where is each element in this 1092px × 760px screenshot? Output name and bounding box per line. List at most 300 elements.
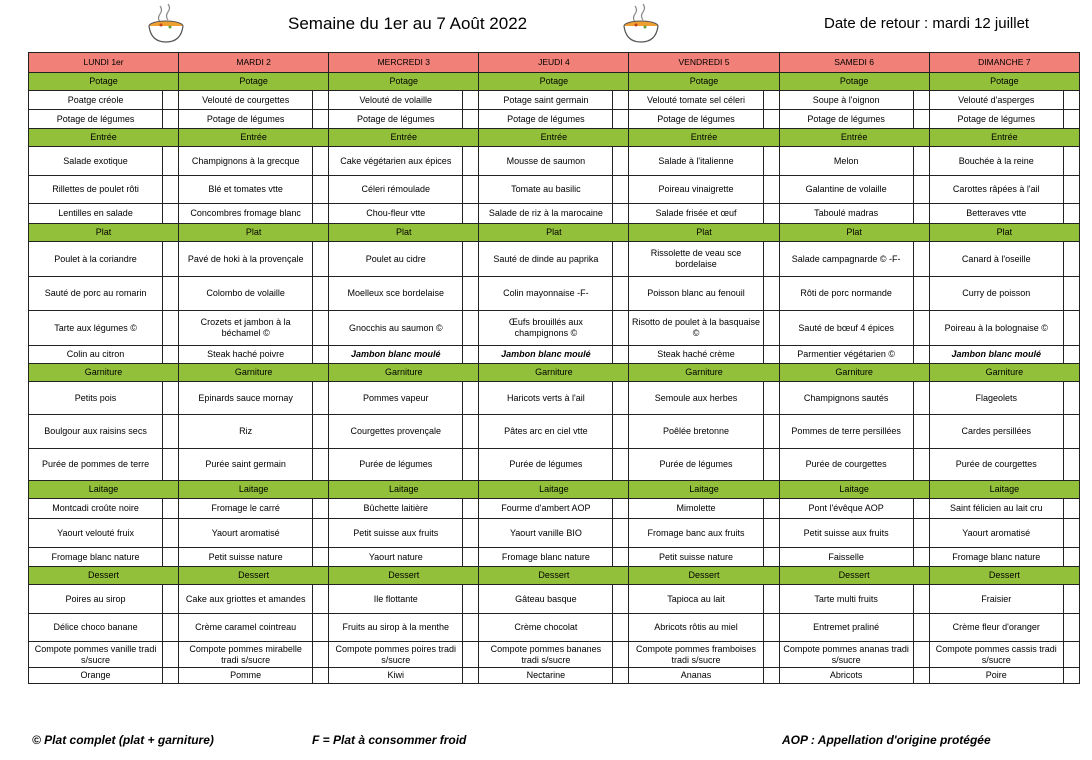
- menu-item-side-cell: [913, 548, 929, 567]
- menu-item-side-cell: [463, 668, 479, 684]
- section-label: Dessert: [29, 567, 179, 585]
- section-label: Plat: [629, 224, 779, 242]
- menu-item: Faisselle: [779, 548, 913, 567]
- menu-item: Compote pommes bananes tradi s/sucre: [479, 642, 613, 668]
- menu-item: Fromage blanc nature: [479, 548, 613, 567]
- day-header: JEUDI 4: [479, 53, 629, 73]
- menu-item-side-cell: [463, 382, 479, 415]
- menu-item-side-cell: [763, 147, 779, 176]
- menu-item-side-cell: [613, 668, 629, 684]
- menu-item: Poires au sirop: [29, 585, 163, 614]
- menu-item: Lentilles en salade: [29, 204, 163, 224]
- section-label: Garniture: [929, 364, 1079, 382]
- section-label: Dessert: [779, 567, 929, 585]
- menu-item-side-cell: [463, 311, 479, 346]
- menu-item-side-cell: [763, 382, 779, 415]
- menu-item: Potage de légumes: [629, 110, 763, 129]
- day-header: SAMEDI 6: [779, 53, 929, 73]
- menu-item: Sauté de porc au romarin: [29, 277, 163, 311]
- section-header-row: [29, 129, 1080, 147]
- section-label: Potage: [179, 73, 329, 91]
- menu-item-side-cell: [913, 519, 929, 548]
- day-header: MERCREDI 3: [329, 53, 479, 73]
- menu-item: Compote pommes poires tradi s/sucre: [329, 642, 463, 668]
- menu-item: Poire: [929, 668, 1063, 684]
- menu-item-side-cell: [613, 449, 629, 481]
- menu-item: Carottes râpées à l'ail: [929, 176, 1063, 204]
- menu-item-side-cell: [1063, 519, 1079, 548]
- menu-item-side-cell: [163, 642, 179, 668]
- legend-cold: F = Plat à consommer froid: [312, 733, 467, 747]
- menu-item-side-cell: [1063, 642, 1079, 668]
- menu-item: Purée de courgettes: [779, 449, 913, 481]
- menu-item: Purée de légumes: [629, 449, 763, 481]
- menu-item: Pont l'évêque AOP: [779, 499, 913, 519]
- menu-item: Fruits au sirop à la menthe: [329, 614, 463, 642]
- menu-item-side-cell: [613, 277, 629, 311]
- menu-item-side-cell: [763, 346, 779, 364]
- menu-item: Canard à l'oseille: [929, 242, 1063, 277]
- section-label: Entrée: [329, 129, 479, 147]
- section-label: Potage: [479, 73, 629, 91]
- menu-item-side-cell: [1063, 668, 1079, 684]
- menu-item: Pâtes arc en ciel vtte: [479, 415, 613, 449]
- menu-item-side-cell: [763, 110, 779, 129]
- menu-item-side-cell: [1063, 147, 1079, 176]
- menu-item-side-cell: [763, 642, 779, 668]
- menu-item-side-cell: [763, 176, 779, 204]
- menu-item-side-cell: [163, 242, 179, 277]
- menu-row: [29, 614, 1080, 642]
- menu-item-side-cell: [313, 242, 329, 277]
- section-label: Garniture: [629, 364, 779, 382]
- menu-item: Yaourt aromatisé: [179, 519, 313, 548]
- menu-item: Kiwi: [329, 668, 463, 684]
- menu-item-side-cell: [913, 449, 929, 481]
- menu-item: Champignons sautés: [779, 382, 913, 415]
- menu-item: Poêlée bretonne: [629, 415, 763, 449]
- menu-row: [29, 311, 1080, 346]
- menu-item-side-cell: [313, 642, 329, 668]
- menu-item-side-cell: [1063, 277, 1079, 311]
- menu-item-side-cell: [463, 585, 479, 614]
- menu-row: [29, 204, 1080, 224]
- menu-item-side-cell: [613, 642, 629, 668]
- menu-item-side-cell: [1063, 449, 1079, 481]
- menu-item-side-cell: [163, 346, 179, 364]
- menu-item: Bûchette laitière: [329, 499, 463, 519]
- menu-item: Compote pommes cassis tradi s/sucre: [929, 642, 1063, 668]
- menu-item: Poatge créole: [29, 91, 163, 110]
- menu-item-side-cell: [913, 614, 929, 642]
- menu-item-side-cell: [763, 548, 779, 567]
- menu-item-side-cell: [463, 449, 479, 481]
- menu-item-side-cell: [313, 415, 329, 449]
- section-label: Garniture: [479, 364, 629, 382]
- menu-item: Céleri rémoulade: [329, 176, 463, 204]
- menu-item: Poireau vinaigrette: [629, 176, 763, 204]
- menu-item-side-cell: [463, 242, 479, 277]
- section-label: Dessert: [479, 567, 629, 585]
- menu-row: [29, 499, 1080, 519]
- menu-item-side-cell: [163, 415, 179, 449]
- section-label: Laitage: [929, 481, 1079, 499]
- soup-bowl-icon: [146, 2, 186, 44]
- menu-item: Purée saint germain: [179, 449, 313, 481]
- menu-item-side-cell: [163, 668, 179, 684]
- menu-item: Cake aux griottes et amandes: [179, 585, 313, 614]
- menu-item: Petit suisse nature: [179, 548, 313, 567]
- menu-item: Potage de légumes: [479, 110, 613, 129]
- menu-item: Mimolette: [629, 499, 763, 519]
- menu-item-side-cell: [463, 614, 479, 642]
- menu-item-side-cell: [613, 415, 629, 449]
- menu-item-side-cell: [313, 519, 329, 548]
- menu-item-side-cell: [163, 176, 179, 204]
- menu-item-side-cell: [463, 642, 479, 668]
- section-label: Potage: [29, 73, 179, 91]
- menu-item-side-cell: [313, 449, 329, 481]
- menu-item-side-cell: [913, 311, 929, 346]
- menu-item-side-cell: [913, 499, 929, 519]
- menu-item-side-cell: [613, 499, 629, 519]
- menu-item: Tapioca au lait: [629, 585, 763, 614]
- menu-row: [29, 91, 1080, 110]
- menu-item-side-cell: [763, 499, 779, 519]
- menu-item: Fromage blanc nature: [929, 548, 1063, 567]
- day-header: DIMANCHE 7: [929, 53, 1079, 73]
- menu-item: Poulet à la coriandre: [29, 242, 163, 277]
- menu-item: Tarte aux légumes ©: [29, 311, 163, 346]
- menu-item: Salade campagnarde © -F-: [779, 242, 913, 277]
- menu-item-side-cell: [313, 147, 329, 176]
- menu-item: Haricots verts à l'ail: [479, 382, 613, 415]
- menu-item-side-cell: [913, 346, 929, 364]
- menu-item-side-cell: [163, 499, 179, 519]
- menu-item-side-cell: [463, 176, 479, 204]
- menu-item: Crème fleur d'oranger: [929, 614, 1063, 642]
- section-label: Plat: [29, 224, 179, 242]
- menu-item-side-cell: [613, 585, 629, 614]
- section-label: Entrée: [179, 129, 329, 147]
- menu-item: Compote pommes ananas tradi s/sucre: [779, 642, 913, 668]
- menu-item: Petit suisse aux fruits: [779, 519, 913, 548]
- menu-item-side-cell: [1063, 548, 1079, 567]
- menu-item: Flageolets: [929, 382, 1063, 415]
- menu-item: Purée de légumes: [329, 449, 463, 481]
- menu-item: Jambon blanc moulé: [329, 346, 463, 364]
- menu-item-side-cell: [313, 346, 329, 364]
- menu-item: Délice choco banane: [29, 614, 163, 642]
- menu-row: [29, 519, 1080, 548]
- menu-item-side-cell: [613, 519, 629, 548]
- menu-item-side-cell: [913, 204, 929, 224]
- menu-item: Crème caramel cointreau: [179, 614, 313, 642]
- menu-item: Crozets et jambon à la béchamel ©: [179, 311, 313, 346]
- menu-item-side-cell: [913, 91, 929, 110]
- menu-item-side-cell: [913, 277, 929, 311]
- menu-item-side-cell: [163, 585, 179, 614]
- section-label: Dessert: [329, 567, 479, 585]
- menu-item: Fromage le carré: [179, 499, 313, 519]
- menu-item-side-cell: [1063, 614, 1079, 642]
- page-title: Semaine du 1er au 7 Août 2022: [288, 14, 528, 33]
- menu-item: Steak haché crème: [629, 346, 763, 364]
- menu-item-side-cell: [313, 176, 329, 204]
- menu-item: Pommes vapeur: [329, 382, 463, 415]
- menu-item-side-cell: [313, 499, 329, 519]
- legend-aop: AOP : Appellation d'origine protégée: [782, 733, 991, 747]
- menu-item: Purée de courgettes: [929, 449, 1063, 481]
- section-label: Plat: [179, 224, 329, 242]
- menu-item: Abricots rôtis au miel: [629, 614, 763, 642]
- section-label: Laitage: [329, 481, 479, 499]
- menu-item: Galantine de volaille: [779, 176, 913, 204]
- menu-item: Montcadi croûte noire: [29, 499, 163, 519]
- section-header-row: [29, 364, 1080, 382]
- menu-item-side-cell: [1063, 499, 1079, 519]
- menu-item-side-cell: [313, 110, 329, 129]
- menu-item-side-cell: [163, 449, 179, 481]
- menu-item: Yaourt velouté fruix: [29, 519, 163, 548]
- menu-item: Gâteau basque: [479, 585, 613, 614]
- menu-item: Pommes de terre persillées: [779, 415, 913, 449]
- menu-item: Semoule aux herbes: [629, 382, 763, 415]
- menu-item: Fourme d'ambert AOP: [479, 499, 613, 519]
- menu-item: Boulgour aux raisins secs: [29, 415, 163, 449]
- menu-row: [29, 585, 1080, 614]
- menu-item-side-cell: [163, 147, 179, 176]
- return-date: Date de retour : mardi 12 juillet: [824, 15, 1030, 32]
- menu-row: [29, 642, 1080, 668]
- menu-item: Velouté tomate sel céleri: [629, 91, 763, 110]
- menu-item-side-cell: [613, 176, 629, 204]
- menu-row: [29, 147, 1080, 176]
- menu-item: Salade frisée et œuf: [629, 204, 763, 224]
- menu-item-side-cell: [613, 311, 629, 346]
- menu-row: [29, 548, 1080, 567]
- section-label: Dessert: [179, 567, 329, 585]
- section-label: Laitage: [179, 481, 329, 499]
- menu-item: Potage saint germain: [479, 91, 613, 110]
- section-label: Potage: [629, 73, 779, 91]
- soup-bowl-icon: [621, 2, 661, 44]
- menu-item: Poireau à la bolognaise ©: [929, 311, 1063, 346]
- menu-item: Compote pommes vanille tradi s/sucre: [29, 642, 163, 668]
- menu-item-side-cell: [313, 204, 329, 224]
- menu-item: Yaourt nature: [329, 548, 463, 567]
- menu-item: Petits pois: [29, 382, 163, 415]
- menu-row: [29, 277, 1080, 311]
- section-label: Potage: [329, 73, 479, 91]
- menu-item: Potage de légumes: [179, 110, 313, 129]
- menu-item-side-cell: [613, 242, 629, 277]
- section-label: Garniture: [329, 364, 479, 382]
- menu-item: Purée de pommes de terre: [29, 449, 163, 481]
- section-label: Laitage: [29, 481, 179, 499]
- menu-item-side-cell: [463, 110, 479, 129]
- menu-item-side-cell: [613, 110, 629, 129]
- menu-item: Colin mayonnaise -F-: [479, 277, 613, 311]
- menu-item: Potage de légumes: [329, 110, 463, 129]
- menu-item: Melon: [779, 147, 913, 176]
- menu-item-side-cell: [763, 668, 779, 684]
- menu-item: Compote pommes framboises tradi s/sucre: [629, 642, 763, 668]
- section-label: Potage: [929, 73, 1079, 91]
- section-header-row: [29, 481, 1080, 499]
- menu-item: Blé et tomates vtte: [179, 176, 313, 204]
- menu-item: Nectarine: [479, 668, 613, 684]
- section-label: Garniture: [779, 364, 929, 382]
- menu-item: Petit suisse nature: [629, 548, 763, 567]
- menu-item: Fromage banc aux fruits: [629, 519, 763, 548]
- section-label: Entrée: [479, 129, 629, 147]
- menu-item: Jambon blanc moulé: [929, 346, 1063, 364]
- menu-item-side-cell: [163, 614, 179, 642]
- menu-item-side-cell: [1063, 242, 1079, 277]
- menu-item: Œufs brouillés aux champignons ©: [479, 311, 613, 346]
- menu-item-side-cell: [1063, 176, 1079, 204]
- section-label: Plat: [329, 224, 479, 242]
- menu-item: Salade exotique: [29, 147, 163, 176]
- menu-item-side-cell: [313, 382, 329, 415]
- menu-item-side-cell: [613, 204, 629, 224]
- section-label: Plat: [479, 224, 629, 242]
- menu-item-side-cell: [163, 311, 179, 346]
- menu-item: Sauté de dinde au paprika: [479, 242, 613, 277]
- menu-item-side-cell: [163, 110, 179, 129]
- menu-item: Riz: [179, 415, 313, 449]
- day-header: MARDI 2: [179, 53, 329, 73]
- menu-item-side-cell: [463, 277, 479, 311]
- section-label: Dessert: [929, 567, 1079, 585]
- menu-item: Steak haché poivre: [179, 346, 313, 364]
- menu-item: Potage de légumes: [29, 110, 163, 129]
- section-label: Laitage: [479, 481, 629, 499]
- menu-item: Salade à l'italienne: [629, 147, 763, 176]
- menu-row: [29, 668, 1080, 684]
- menu-item: Potage de légumes: [929, 110, 1063, 129]
- menu-item: Crème chocolat: [479, 614, 613, 642]
- menu-item: Colin au citron: [29, 346, 163, 364]
- menu-item-side-cell: [463, 548, 479, 567]
- menu-item: Rillettes de poulet rôti: [29, 176, 163, 204]
- menu-item-side-cell: [313, 585, 329, 614]
- menu-item: Mousse de saumon: [479, 147, 613, 176]
- menu-item: Fromage blanc nature: [29, 548, 163, 567]
- menu-item-side-cell: [913, 110, 929, 129]
- menu-item-side-cell: [463, 204, 479, 224]
- menu-item: Yaourt vanille BIO: [479, 519, 613, 548]
- menu-item: Betteraves vtte: [929, 204, 1063, 224]
- menu-item: Curry de poisson: [929, 277, 1063, 311]
- menu-item: Abricots: [779, 668, 913, 684]
- menu-item-side-cell: [313, 91, 329, 110]
- menu-item: Colombo de volaille: [179, 277, 313, 311]
- menu-item-side-cell: [613, 91, 629, 110]
- menu-item-side-cell: [763, 585, 779, 614]
- menu-item: Risotto de poulet à la basquaise ©: [629, 311, 763, 346]
- menu-item: Pavé de hoki à la provençale: [179, 242, 313, 277]
- menu-item-side-cell: [163, 204, 179, 224]
- menu-item: Ananas: [629, 668, 763, 684]
- section-label: Garniture: [29, 364, 179, 382]
- menu-item-side-cell: [1063, 415, 1079, 449]
- menu-item-side-cell: [163, 519, 179, 548]
- section-label: Laitage: [779, 481, 929, 499]
- menu-item: Compote pommes mirabelle tradi s/sucre: [179, 642, 313, 668]
- menu-item-side-cell: [1063, 110, 1079, 129]
- section-label: Garniture: [179, 364, 329, 382]
- day-header: LUNDI 1er: [29, 53, 179, 73]
- menu-row: [29, 176, 1080, 204]
- menu-item-side-cell: [763, 277, 779, 311]
- menu-item-side-cell: [763, 614, 779, 642]
- menu-item-side-cell: [463, 519, 479, 548]
- menu-item-side-cell: [163, 277, 179, 311]
- menu-item: Ile flottante: [329, 585, 463, 614]
- menu-item-side-cell: [613, 614, 629, 642]
- section-label: Dessert: [629, 567, 779, 585]
- menu-item: Jambon blanc moulé: [479, 346, 613, 364]
- menu-item-side-cell: [913, 147, 929, 176]
- menu-item: Potage de légumes: [779, 110, 913, 129]
- menu-item: Cardes persillées: [929, 415, 1063, 449]
- menu-item-side-cell: [1063, 204, 1079, 224]
- day-header: VENDREDI 5: [629, 53, 779, 73]
- menu-item-side-cell: [1063, 311, 1079, 346]
- menu-item: Sauté de bœuf 4 épices: [779, 311, 913, 346]
- section-label: Entrée: [929, 129, 1079, 147]
- menu-item: Tomate au basilic: [479, 176, 613, 204]
- menu-item-side-cell: [163, 382, 179, 415]
- menu-item: Tarte multi fruits: [779, 585, 913, 614]
- menu-item: Fraisier: [929, 585, 1063, 614]
- section-label: Entrée: [29, 129, 179, 147]
- section-label: Entrée: [779, 129, 929, 147]
- menu-item-side-cell: [613, 548, 629, 567]
- menu-item-side-cell: [763, 415, 779, 449]
- menu-item-side-cell: [913, 242, 929, 277]
- section-header-row: [29, 73, 1080, 91]
- menu-item-side-cell: [463, 147, 479, 176]
- section-label: Laitage: [629, 481, 779, 499]
- section-label: Entrée: [629, 129, 779, 147]
- menu-item-side-cell: [613, 346, 629, 364]
- menu-item-side-cell: [1063, 91, 1079, 110]
- menu-item-side-cell: [1063, 346, 1079, 364]
- menu-item-side-cell: [763, 311, 779, 346]
- menu-item-side-cell: [313, 277, 329, 311]
- menu-item: Salade de riz à la marocaine: [479, 204, 613, 224]
- menu-row: [29, 449, 1080, 481]
- menu-row: [29, 242, 1080, 277]
- menu-item: Rissolette de veau sce bordelaise: [629, 242, 763, 277]
- menu-item-side-cell: [763, 519, 779, 548]
- menu-item: Velouté de courgettes: [179, 91, 313, 110]
- menu-item-side-cell: [463, 91, 479, 110]
- menu-item-side-cell: [613, 382, 629, 415]
- menu-item: Champignons à la grecque: [179, 147, 313, 176]
- section-label: Plat: [779, 224, 929, 242]
- menu-item-side-cell: [313, 548, 329, 567]
- menu-item-side-cell: [913, 382, 929, 415]
- menu-item-side-cell: [613, 147, 629, 176]
- menu-item: Velouté de volaille: [329, 91, 463, 110]
- section-label: Plat: [929, 224, 1079, 242]
- menu-item-side-cell: [913, 668, 929, 684]
- weekly-menu-table: [28, 52, 1080, 684]
